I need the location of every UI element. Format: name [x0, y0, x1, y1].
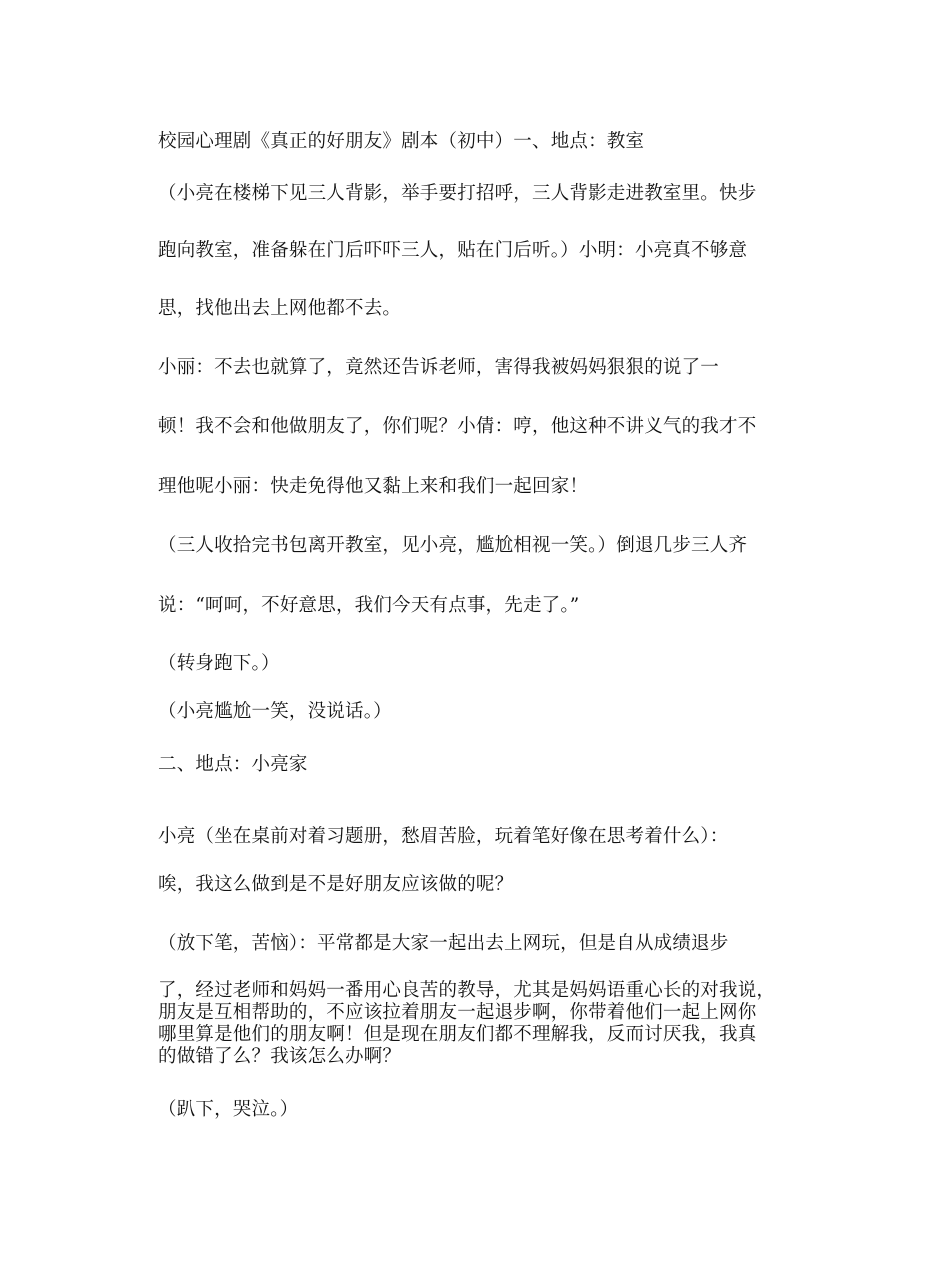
paragraph-line: 哪里算是他们的朋友啊！但是现在朋友们都不理解我，反而讨厌我，我真 [158, 1024, 757, 1045]
text-line: 小丽：不去也就算了，竟然还告诉老师，害得我被妈妈狠狠的说了一 [158, 357, 720, 378]
text-line: 顿！我不会和他做朋友了，你们呢？小倩：哼，他这种不讲义气的我才不 [158, 416, 757, 437]
text-line: （小亮尴尬一笑，没说话。） [158, 701, 392, 722]
paragraph-line: 的做错了么？我该怎么办啊？ [158, 1046, 402, 1067]
paragraph-line: 朋友是互相帮助的，不应该拉着朋友一起退步啊，你带着他们一起上网你 [158, 1002, 757, 1023]
section-heading: 二、地点：小亮家 [158, 754, 308, 775]
title-line: 校园心理剧《真正的好朋友》剧本（初中）一、地点：教室 [158, 131, 645, 152]
text-line: 思，找他出去上网他都不去。 [158, 298, 402, 319]
text-line: （放下笔，苦恼）：平常都是大家一起出去上网玩，但是自从成绩退步 [158, 933, 729, 954]
paragraph-line: 了，经过老师和妈妈一番用心良苦的教导，尤其是妈妈语重心长的对我说， [158, 980, 776, 1001]
paragraph [158, 980, 798, 1068]
text-line: （转身跑下。） [158, 653, 280, 674]
text-line: 理他呢小丽：快走免得他又黏上来和我们一起回家！ [158, 476, 589, 497]
text-line: 唉，我这么做到是不是好朋友应该做的呢？ [158, 874, 514, 895]
text-line: （趴下，哭泣。） [158, 1099, 299, 1120]
text-line: （三人收拾完书包离开教室，见小亮，尴尬相视一笑。）倒退几步三人齐 [158, 535, 748, 556]
text-line: 说：“呵呵，不好意思，我们今天有点事，先走了。” [158, 595, 580, 616]
text-line: 小亮（坐在桌前对着习题册，愁眉苦脸，玩着笔好像在思考着什么）： [158, 826, 729, 847]
text-line: 跑向教室，准备躲在门后吓吓三人，贴在门后听。）小明：小亮真不够意 [158, 240, 748, 261]
text-line: （小亮在楼梯下见三人背影，举手要打招呼，三人背影走进教室里。快步 [158, 183, 757, 204]
